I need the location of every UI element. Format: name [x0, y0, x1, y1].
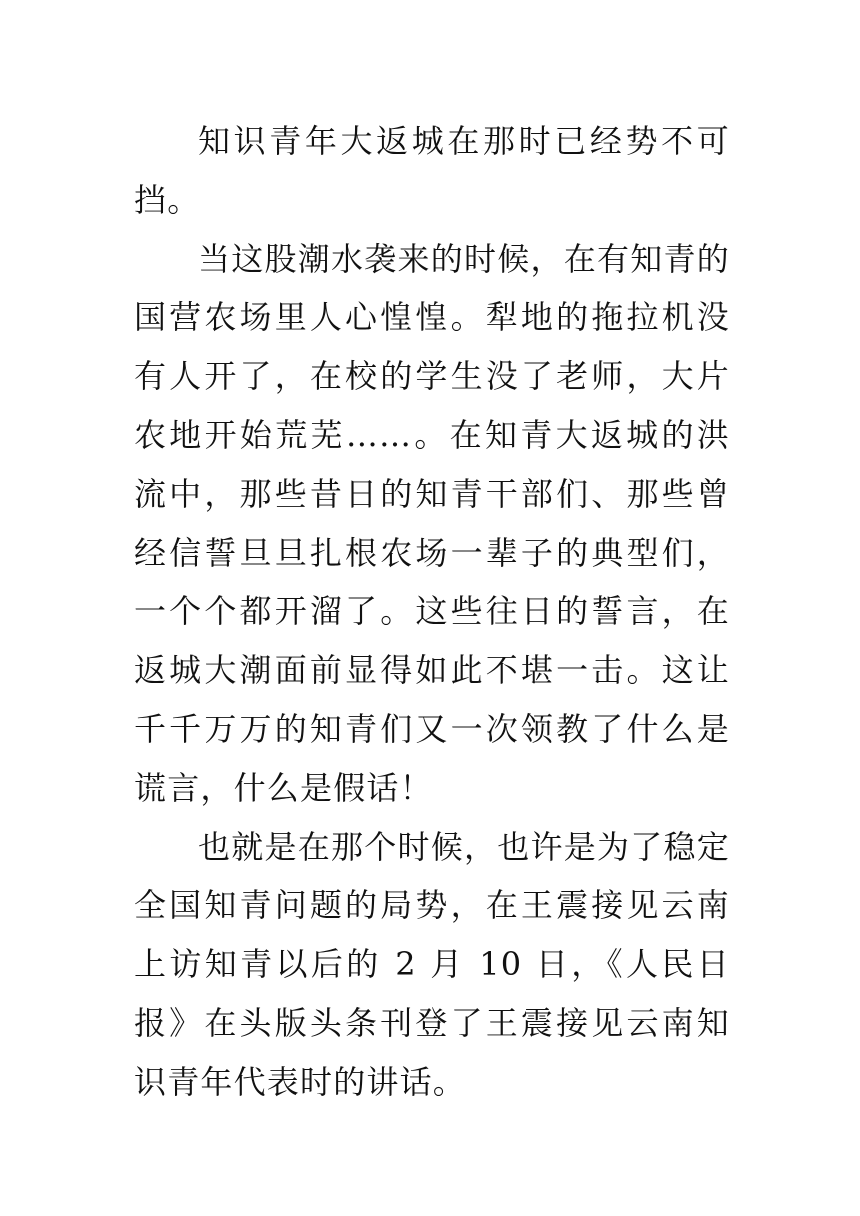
paragraph-1: 知识青年大返城在那时已经势不可挡。: [134, 122, 730, 219]
paragraph-2: 当这股潮水袭来的时候，在有知青的国营农场里人心惶惶。犁地的拖拉机没有人开了，在校的学生没了老师，大片农地开始荒芜……。在知青大返城的洪流中，那些昔日的知青干部们、那些曾经信誓旦旦扎根农场一辈子的典型们，一个个都开溜了。这些往日的誓言，在返城大潮面前显得如此不堪一击。这让千千万万的知青们又一次领教了什么是谎言，什么是假话！: [134, 239, 730, 807]
document-body: [134, 112, 730, 1112]
paragraph-3: 也就是在那个时候，也许是为了稳定全国知青问题的局势，在王震接见云南上访知青以后的 2 月 10 日，《人民日报》在头版头条刊登了王震接见云南知识青年代表时的讲话。: [134, 827, 730, 1101]
